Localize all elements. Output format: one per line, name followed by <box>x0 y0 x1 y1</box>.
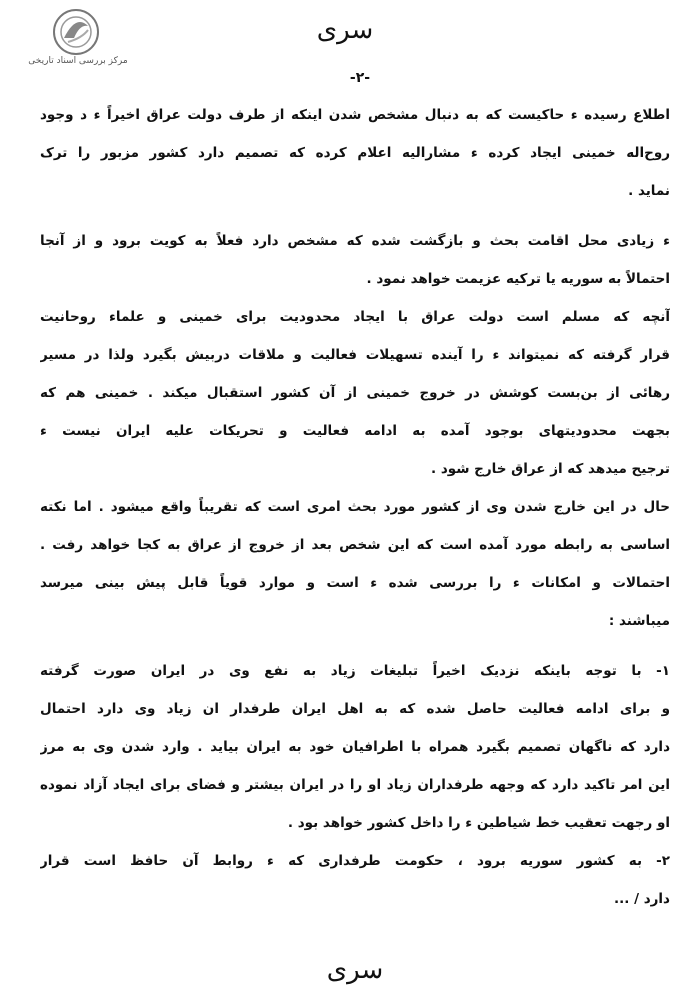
document-body <box>40 96 670 918</box>
text-line: اطلاع رسیده ء حاکیست که به دنبال مشخص شدن اینکه از طرف دولت عراق اخیراً ء د وجود <box>40 107 670 123</box>
paragraph <box>40 222 670 298</box>
text-line: این امر تاکید دارد که وجهه طرفداران زیاد او را در ایران بیشتر و فضای برای ایجاد آزاد نموده <box>40 777 670 793</box>
paragraph <box>40 842 670 918</box>
text-line: قرار گرفته که نمیتواند ء را آینده تسهیلات فعالیت و ملاقات دربیش بگیرد ولذا در مسیر <box>40 347 670 363</box>
text-line: او رجهت تعقیب خط شیاطین ء را داخل کشور خواهد بود . <box>287 815 670 831</box>
classification-stamp-top: سری <box>316 15 374 45</box>
text-line: نماید . <box>628 183 670 199</box>
text-line: و برای ادامه فعالیت حاصل شده که به اهل ایران طرفدار ان زیاد وی دارد احتمال <box>40 701 670 717</box>
archive-logo <box>8 6 138 76</box>
logo-caption: مرکز بررسی اسناد تاریخی <box>28 56 128 66</box>
paragraph <box>40 96 670 210</box>
text-line: دارد که ناگهان تصمیم بگیرد همراه با اطرافیان خود به ایران بیاید . وارد شدن وی به مرز <box>40 739 670 755</box>
text-line: میباشند : <box>608 613 670 629</box>
text-line: آنچه که مسلم است دولت عراق با ایجاد محدودیت برای خمینی و علماء روحانیت <box>40 309 670 325</box>
paragraph <box>40 298 670 488</box>
text-line: ترجیح میدهد که از عراق خارج شود . <box>430 461 670 477</box>
text-line: احتمالاً به سوریه یا ترکیه عزیمت خواهد نمود . <box>366 271 670 287</box>
text-line: احتمالات و امکانات ء را بررسی شده ء است و موارد قویاً قابل پیش بینی میرسد <box>40 575 670 591</box>
paragraph <box>40 488 670 640</box>
text-line: اساسی به رابطه مورد آمده است که این شخص بعد از خروج از عراق به کجا خواهد رفت . <box>40 537 670 553</box>
text-line: بجهت محدودیتهای بوجود آمده به ادامه فعالیت و تحریکات علیه ایران نیست ء <box>40 423 670 439</box>
text-line: روح‌اله خمینی ایجاد کرده ء مشارالیه اعلام کرده که تصمیم دارد کشور مزبور را ترک <box>40 145 670 161</box>
text-line: ۱- با توجه باینکه نزدیک اخیراً تبلیغات زیاد به نفع وی در ایران صورت گرفته <box>40 663 670 679</box>
text-line: حال در این خارج شدن وی از کشور مورد بحث امری است که تقریباً واقع میشود . اما نکته <box>40 499 670 515</box>
text-line: ۲- به کشور سوریه برود ، حکومت طرفداری که ء روابط آن حافظ است قرار <box>40 853 670 869</box>
text-line: دارد / ... <box>614 891 670 907</box>
archive-emblem-icon <box>52 8 100 56</box>
text-line: ء زیادی محل اقامت بحث و بازگشت شده که مشخص دارد فعلاً به کویت برود و از آنجا <box>40 233 670 249</box>
page-number: -۲- <box>349 70 371 86</box>
classification-stamp-bottom: سری <box>326 955 384 985</box>
text-line: رهائی از بن‌بست کوشش در خروج خمینی از آن کشور استقبال میکند . خمینی هم که <box>40 385 670 401</box>
paragraph <box>40 652 670 842</box>
